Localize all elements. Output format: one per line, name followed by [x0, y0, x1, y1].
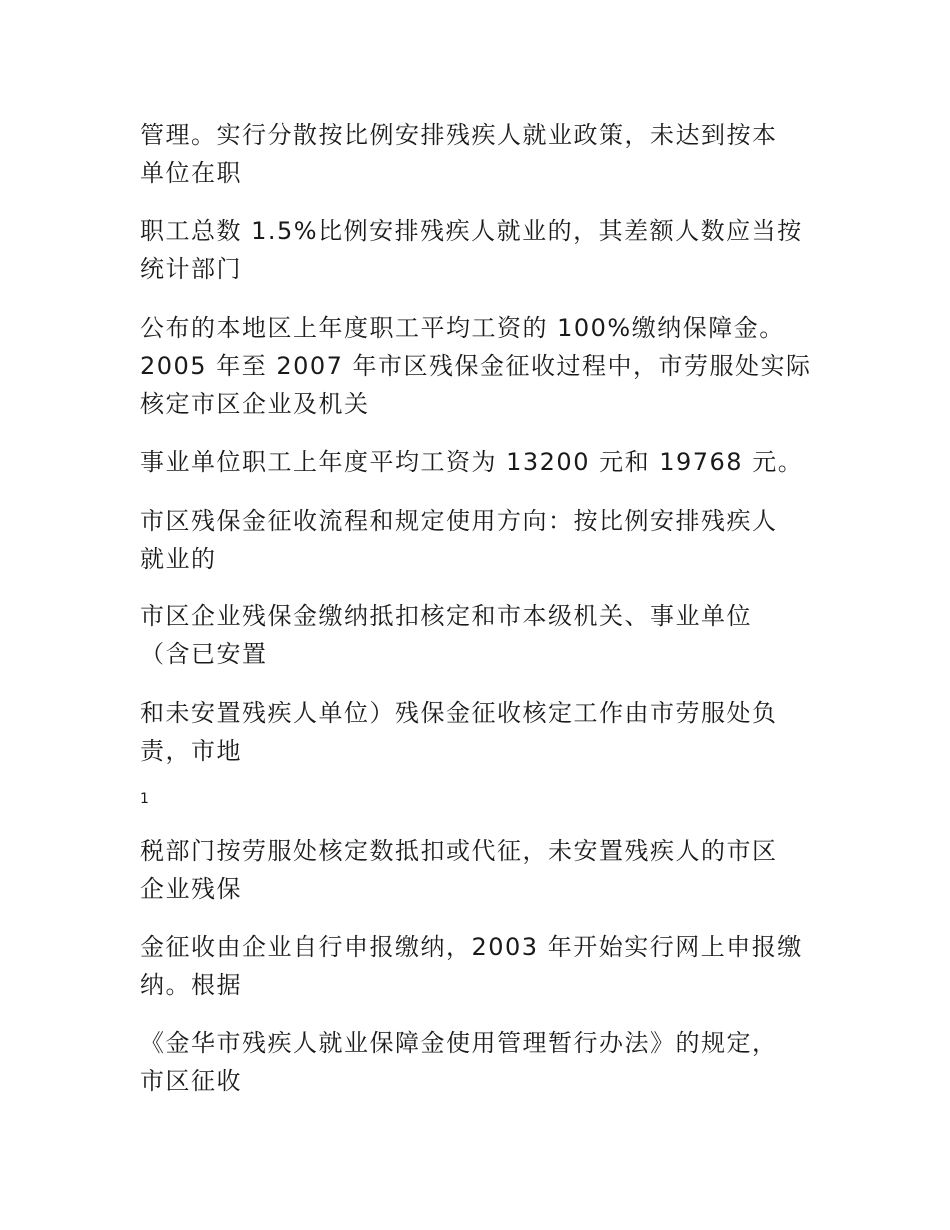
paragraph-5: 市区残保金征收流程和规定使用方向：按比例安排残疾人 就业的	[140, 507, 778, 573]
paragraph-10: 《金华市残疾人就业保障金使用管理暂行办法》的规定， 市区征收	[140, 1029, 778, 1095]
paragraph-4: 事业单位职工上年度平均工资为 13200 元和 19768 元。	[140, 448, 804, 476]
paragraph-7: 和未安置残疾人单位）残保金征收核定工作由市劳服处负 责，市地	[140, 699, 778, 765]
paragraph-3: 公布的本地区上年度职工平均工资的 100%缴纳保障金。 2005 年至 2007 年市区残保金征收过程中，市劳服处实际 核定市区企业及机关	[140, 314, 812, 418]
paragraph-1: 管理。实行分散按比例安排残疾人就业政策，未达到按本 单位在职	[140, 121, 778, 187]
paragraph-2: 职工总数 1.5%比例安排残疾人就业的，其差额人数应当按 统计部门	[140, 217, 803, 283]
paragraph-8: 税部门按劳服处核定数抵扣或代征，未安置残疾人的市区 企业残保	[140, 837, 778, 903]
paragraph-9: 金征收由企业自行申报缴纳，2003 年开始实行网上申报缴 纳。根据	[140, 933, 803, 999]
paragraph-6: 市区企业残保金缴纳抵扣核定和市本级机关、事业单位 （含已安置	[140, 602, 752, 668]
page-number: 1	[140, 791, 149, 807]
